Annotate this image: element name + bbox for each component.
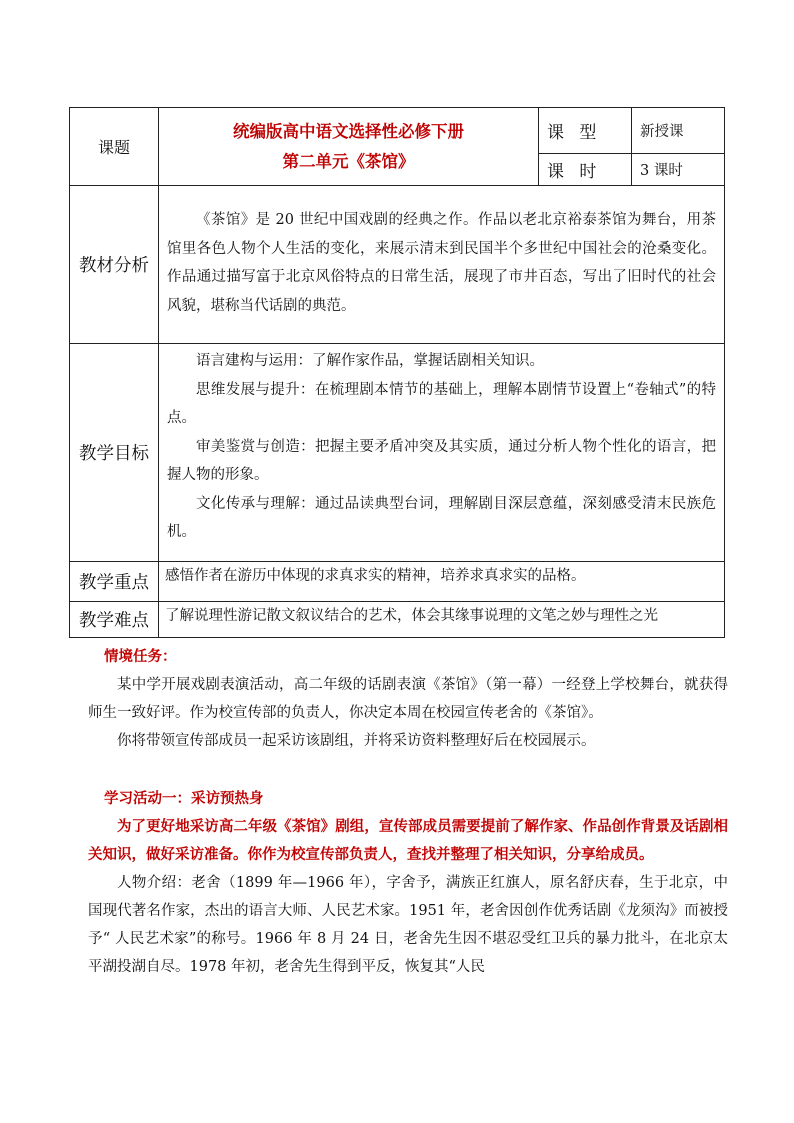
activity-one-heading: 学习活动一：采访预热身 [104, 790, 264, 807]
goal-language: 语言建构与运用：了解作家作品，掌握话剧相关知识。 [196, 353, 544, 369]
author-introduction: 人物介绍：老舍（1899 年—1966 年），字舍予，满族正红旗人，原名舒庆春，生于北京，中国现代著名作家，杰出的语言大师、人民艺术家。1951 年，老舍因创作优秀话剧《龙须沟》而被授予“ 人民艺术家”的称号。1966 年 8 月 24 日，老舍先生因不堪忍受红卫兵的暴力批斗，在北京太平湖投湖自尽。1978 年初，老舍先生得到平反，恢复其“人民 [88, 875, 728, 975]
lesson-type-value: 新授课 [632, 108, 725, 154]
lesson-type-label: 课 型 [539, 108, 632, 154]
key-points-text: 感悟作者在游历中体现的求真求实的精神，培养求真求实的品格。 [159, 562, 725, 602]
teaching-goals-label: 教学目标 [70, 344, 159, 562]
material-analysis-label: 教材分析 [70, 186, 159, 344]
situation-heading: 情境任务： [104, 648, 177, 665]
lesson-title-line2: 第二单元《茶馆》 [282, 151, 415, 171]
situation-paragraph: 某中学开展戏剧表演活动，高二年级的话剧表演《茶馆》（第一幕）一经登上学校舞台，就获得师生一致好评。作为校宣传部的负责人，你决定本周在校园宣传老舍的《茶馆》。 [88, 677, 728, 721]
key-points-label: 教学重点 [70, 562, 159, 602]
topic-label: 课题 [70, 108, 159, 186]
lesson-title-line1: 统编版高中语文选择性必修下册 [233, 121, 464, 141]
goal-culture: 文化传承与理解：通过品读典型台词，理解剧目深层意蕴，深刻感受清末民族危机。 [167, 495, 716, 540]
teaching-goals-content [159, 344, 725, 562]
lesson-plan-table [69, 107, 725, 638]
difficulties-label: 教学难点 [70, 602, 159, 638]
situation-section [88, 643, 728, 755]
material-analysis-text: 《茶馆》是 20 世纪中国戏剧的经典之作。作品以老北京裕泰茶馆为舞台，用茶馆里各色人物个人生活的变化，来展示清末到民国半个多世纪中国社会的沧桑变化。作品通过描写富于北京风俗特点的日常生活，展现了市井百态，写出了旧时代的社会风貌，堪称当代话剧的典范。 [167, 212, 716, 314]
material-analysis-content [159, 186, 725, 344]
lesson-title [159, 108, 539, 186]
goal-thinking: 思维发展与提升：在梳理剧本情节的基础上，理解本剧情节设置上“卷轴式”的特点。 [167, 381, 716, 426]
lesson-hours-label: 课 时 [539, 154, 632, 186]
difficulties-text: 了解说理性游记散文叙议结合的艺术，体会其缘事说理的文笔之妙与理性之光 [159, 602, 725, 638]
lesson-hours-value: 3 课时 [632, 154, 725, 186]
goal-aesthetics: 审美鉴赏与创造：把握主要矛盾冲突及其实质，通过分析人物个性化的语言，把握人物的形象。 [167, 438, 716, 483]
activity-one-task: 为了更好地采访高二年级《茶馆》剧组，宣传部成员需要提前了解作家、作品创作背景及话剧相关知识，做好采访准备。你作为校宣传部负责人，查找并整理了相关知识，分享给成员。 [88, 818, 728, 863]
situation-paragraph: 你将带领宣传部成员一起采访该剧组，并将采访资料整理好后在校园展示。 [117, 733, 596, 749]
activity-one-section [88, 785, 728, 981]
